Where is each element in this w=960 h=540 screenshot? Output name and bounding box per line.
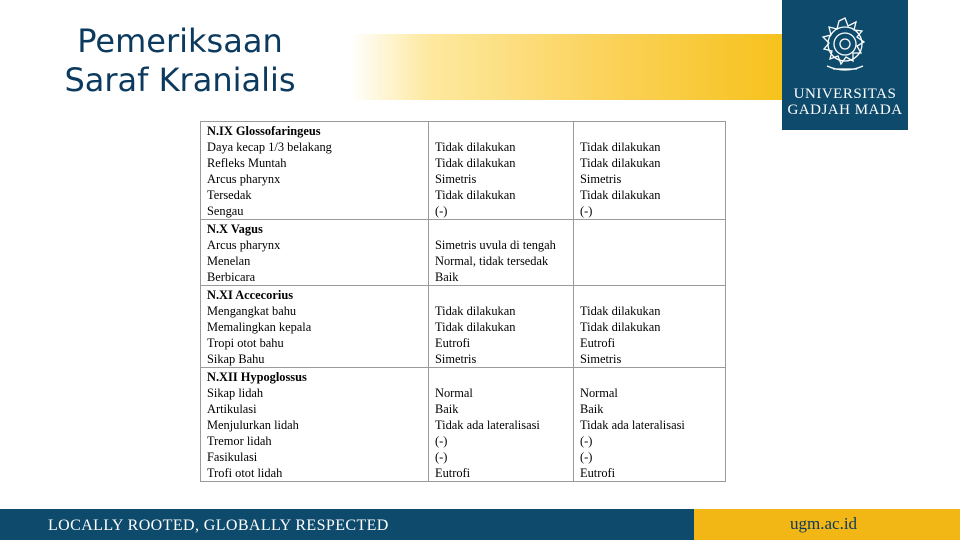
exam-result-left: Simetris: [435, 352, 477, 366]
table-section-accecorius: [201, 286, 726, 368]
logo-text-gadjah-mada: GADJAH MADA: [787, 102, 903, 118]
exam-label: Daya kecap 1/3 belakang: [207, 140, 332, 154]
slide-title-line2: Saraf Kranialis: [64, 61, 296, 99]
exam-label: Memalingkan kepala: [207, 320, 312, 334]
exam-result-right: Normal: [580, 386, 618, 400]
exam-result-left: Baik: [435, 270, 459, 284]
cranial-nerve-exam-table: [200, 121, 726, 482]
exam-result-right: Tidak dilakukan: [580, 304, 661, 318]
exam-label: Sikap lidah: [207, 386, 264, 400]
exam-result-left: Tidak dilakukan: [435, 156, 516, 170]
exam-label: Trofi otot lidah: [207, 466, 283, 480]
table-section-glossofaringeus: [201, 122, 726, 220]
exam-label: Sengau: [207, 204, 244, 218]
section-labels: [201, 286, 429, 368]
exam-result-left: Eutrofi: [435, 466, 471, 480]
exam-result-left: Tidak dilakukan: [435, 188, 516, 202]
table-section-vagus: [201, 220, 726, 286]
section-heading: N.XI Accecorius: [207, 288, 294, 302]
exam-result-right: [580, 253, 719, 269]
exam-label: Artikulasi: [207, 402, 257, 416]
exam-result-left: Simetris uvula di tengah: [435, 238, 556, 252]
exam-result-left: Eutrofi: [435, 336, 471, 350]
result-spacer: [435, 287, 567, 303]
exam-result-left: (-): [435, 450, 448, 464]
section-left-results: [429, 368, 574, 482]
footer-motto: LOCALLY ROOTED, GLOBALLY RESPECTED: [48, 517, 389, 534]
section-heading: N.IX Glossofaringeus: [207, 124, 321, 138]
footer-url-panel: [694, 509, 960, 540]
section-left-results: [429, 220, 574, 286]
result-spacer: [580, 369, 719, 385]
exam-result-right: Baik: [580, 402, 604, 416]
result-spacer: [435, 123, 567, 139]
exam-result-right: Simetris: [580, 172, 622, 186]
exam-label: Tersedak: [207, 188, 252, 202]
exam-result-right: Tidak ada lateralisasi: [580, 418, 685, 432]
exam-label: Fasikulasi: [207, 450, 258, 464]
exam-label: Refleks Muntah: [207, 156, 287, 170]
logo-text-universitas: UNIVERSITAS: [793, 86, 897, 102]
exam-result-left: Baik: [435, 402, 459, 416]
exam-result-right: Tidak dilakukan: [580, 156, 661, 170]
result-spacer: [435, 369, 567, 385]
section-heading: N.X Vagus: [207, 222, 263, 236]
slide-title: [30, 22, 330, 100]
exam-result-right: Tidak dilakukan: [580, 320, 661, 334]
section-right-results: [574, 220, 726, 286]
exam-label: Tremor lidah: [207, 434, 272, 448]
exam-result-left: Normal, tidak tersedak: [435, 254, 549, 268]
exam-result-right: [580, 269, 719, 285]
exam-result-left: Tidak dilakukan: [435, 320, 516, 334]
exam-label: Berbicara: [207, 270, 256, 284]
section-labels: [201, 122, 429, 220]
exam-result-left: (-): [435, 434, 448, 448]
exam-result-right: Tidak dilakukan: [580, 140, 661, 154]
exam-label: Arcus pharynx: [207, 172, 281, 186]
exam-result-left: (-): [435, 204, 448, 218]
footer-bar: [0, 509, 694, 540]
exam-result-right: Simetris: [580, 352, 622, 366]
table-section-hypoglossus: [201, 368, 726, 482]
exam-result-left: Simetris: [435, 172, 477, 186]
exam-result-right: [580, 237, 719, 253]
exam-result-right: Tidak dilakukan: [580, 188, 661, 202]
result-spacer: [580, 123, 719, 139]
exam-result-right: Eutrofi: [580, 466, 616, 480]
exam-label: Menjulurkan lidah: [207, 418, 299, 432]
result-spacer: [435, 221, 567, 237]
header-banner-stripe: [350, 34, 782, 100]
exam-label: Sikap Bahu: [207, 352, 265, 366]
exam-result-left: Tidak dilakukan: [435, 140, 516, 154]
exam-label: Tropi otot bahu: [207, 336, 284, 350]
exam-label: Mengangkat bahu: [207, 304, 297, 318]
footer-url-link[interactable]: ugm.ac.id: [790, 514, 858, 533]
slide-title-line1: Pemeriksaan: [77, 22, 283, 60]
result-spacer: [580, 221, 719, 237]
section-right-results: [574, 368, 726, 482]
result-spacer: [580, 287, 719, 303]
section-labels: [201, 220, 429, 286]
exam-result-right: (-): [580, 434, 593, 448]
section-heading: N.XII Hypoglossus: [207, 370, 307, 384]
section-left-results: [429, 286, 574, 368]
exam-result-right: (-): [580, 450, 593, 464]
exam-result-right: (-): [580, 204, 593, 218]
section-left-results: [429, 122, 574, 220]
exam-result-left: Tidak dilakukan: [435, 304, 516, 318]
exam-result-right: Eutrofi: [580, 336, 616, 350]
section-labels: [201, 368, 429, 482]
section-right-results: [574, 286, 726, 368]
exam-result-left: Normal: [435, 386, 473, 400]
exam-label: Menelan: [207, 254, 251, 268]
exam-result-left: Tidak ada lateralisasi: [435, 418, 540, 432]
exam-label: Arcus pharynx: [207, 238, 281, 252]
university-logo: [782, 0, 908, 130]
section-right-results: [574, 122, 726, 220]
ugm-emblem-icon: [815, 14, 875, 76]
